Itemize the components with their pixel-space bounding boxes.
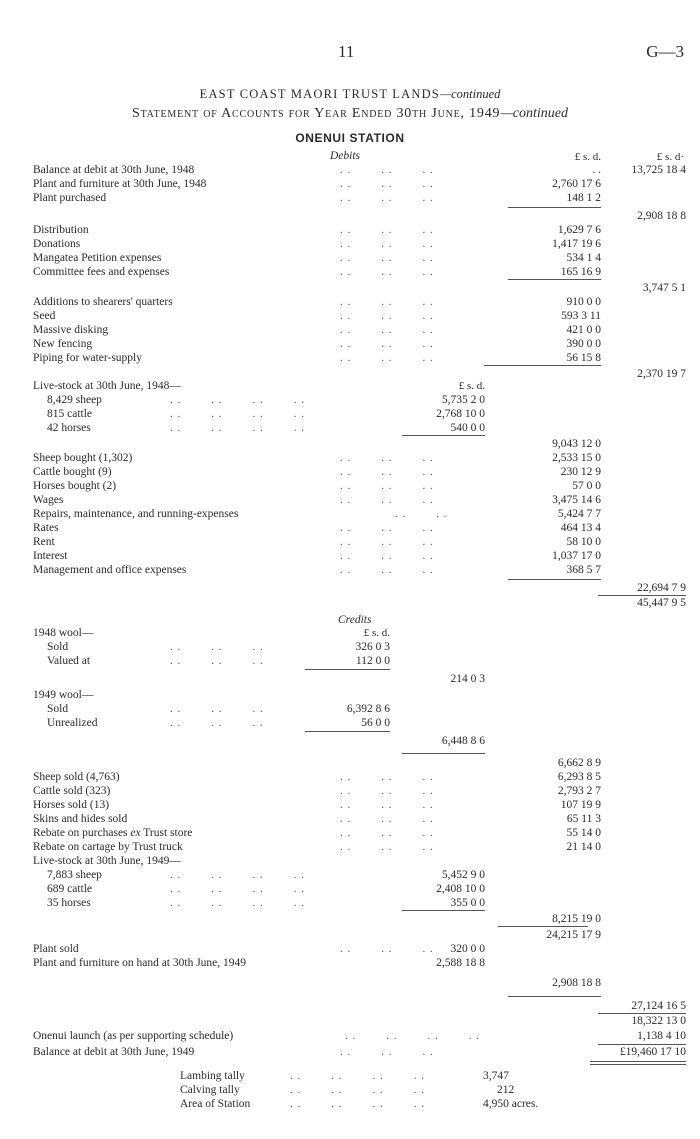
row-label: Horses sold (13) — [33, 799, 110, 811]
leader-dots: . . . . . . — [340, 238, 434, 250]
wool-column-heading: £ s. d. — [363, 627, 390, 639]
row-amount-col0: 2,408 10 0 — [436, 883, 485, 895]
row-amount-col1: 6,662 8 9 — [557, 757, 601, 769]
row-amount-col2: 2,908 18 8 — [637, 210, 686, 222]
calving-tally-label: Calving tally — [180, 1084, 240, 1096]
leader-dots: . . . . . . — [340, 480, 434, 492]
rule — [484, 365, 601, 366]
row-amount-col0: 214 0 3 — [450, 673, 485, 685]
area-label: Area of Station — [180, 1098, 251, 1110]
row-amount-cola: 326 0 3 — [355, 641, 390, 653]
leader-dots: . . . . . . — [340, 310, 434, 322]
leader-dots: . . . . . . — [340, 841, 434, 853]
leader-dots: . . . . . . — [340, 296, 434, 308]
station-title: ONENUI STATION — [295, 131, 405, 145]
leader-dots: . . . . . . — [340, 536, 434, 548]
row-amount-col1: 2,760 17 6 — [552, 178, 601, 190]
row-label: Sheep sold (4,763) — [33, 771, 120, 783]
leader-dots: . . . . . . — [340, 771, 434, 783]
leader-dots: . . . . . . — [340, 452, 434, 464]
row-amount-col1: 9,043 12 0 — [552, 438, 601, 450]
row-label: Distribution — [33, 224, 89, 236]
leader-dots: . . . . . . . . — [170, 869, 305, 881]
row-label: Donations — [33, 238, 81, 250]
row-label: Live-stock at 30th June, 1949— — [33, 855, 181, 867]
row-label: Cattle bought (9) — [33, 466, 112, 478]
row-amount-col1: 58 10 0 — [566, 536, 601, 548]
row-label: Unrealized — [47, 717, 98, 729]
row-amount-col1: 107 19 9 — [560, 799, 601, 811]
row-label: 689 cattle — [47, 883, 93, 895]
row-label: Live-stock at 30th June, 1948— — [33, 380, 181, 392]
row-label: New fencing — [33, 338, 93, 350]
row-label: Skins and hides sold — [33, 813, 128, 825]
row-amount-col1: 8,215 19 0 — [552, 913, 601, 925]
row-amount-col2: 18,322 13 0 — [631, 1015, 686, 1027]
leader-dots: . . . . . . — [340, 550, 434, 562]
row-amount-col1: 6,293 8 5 — [557, 771, 601, 783]
row-amount-col1: 21 14 0 — [566, 841, 601, 853]
page-number: 11 — [338, 42, 355, 61]
row-label: Horses bought (2) — [33, 480, 117, 492]
lambing-tally-label: Lambing tally — [180, 1070, 245, 1082]
row-label: 35 horses — [47, 897, 91, 909]
row-amount-col1: 148 1 2 — [566, 192, 601, 204]
row-label: Onenui launch (as per supporting schedule) — [33, 1030, 234, 1042]
leader-dots: . . . . . . . . — [290, 1084, 425, 1096]
row-label: Plant and furniture at 30th June, 1948 — [33, 178, 207, 190]
row-label: Repairs, maintenance, and running-expenses — [33, 508, 239, 520]
row-amount-col1: 1,417 19 6 — [552, 238, 601, 250]
row-amount-col0: 540 0 0 — [450, 422, 485, 434]
row-label: Balance at debit at 30th June, 1949 — [33, 1046, 195, 1058]
leader-dots: . . . . . . . . — [170, 422, 305, 434]
rule — [598, 1013, 686, 1014]
leader-dots: . . . . . . — [340, 1046, 434, 1058]
rule-double — [590, 1064, 686, 1065]
row-label: Balance at debit at 30th June, 1948 — [33, 164, 195, 176]
debits-heading: Debits — [330, 150, 361, 162]
leader-dots: . . . . . . — [340, 466, 434, 478]
leader-dots: . . . . . . — [170, 641, 264, 653]
row-amount-col1: 165 16 9 — [560, 266, 601, 278]
leader-dots: . . . . . . — [340, 785, 434, 797]
livestock-column-heading: £ s. d. — [458, 380, 485, 392]
row-amount-col2: £19,460 17 10 — [619, 1046, 686, 1058]
leader-dots: . . . . . . — [170, 703, 264, 715]
row-label: Massive disking — [33, 324, 109, 336]
row-label: Plant and furniture on hand at 30th June, 1949 — [33, 957, 247, 969]
rule — [402, 435, 485, 436]
row-amount-col1: 55 14 0 — [566, 827, 601, 839]
row-amount-col1: 65 11 3 — [566, 813, 601, 825]
row-label: 815 cattle — [47, 408, 93, 420]
statement-title: Statement of Accounts for Year Ended 30th June, 1949—continued — [131, 106, 568, 121]
rule — [498, 926, 588, 927]
row-amount-col1: 57 0 0 — [572, 480, 601, 492]
row-amount-cola: 56 0 0 — [361, 717, 390, 729]
row-label: Rebate on cartage by Trust truck — [33, 841, 183, 853]
row-amount-col0: 2,768 10 0 — [436, 408, 485, 420]
row-amount-col1: 368 5 7 — [566, 564, 601, 576]
row-label: 42 horses — [47, 422, 91, 434]
row-label: Rates — [33, 522, 59, 534]
area-value: 4,950 acres. — [483, 1098, 539, 1110]
row-label: Valued at — [47, 655, 91, 667]
row-label: Additions to shearers' quarters — [33, 296, 173, 308]
calving-tally-value: 212 — [497, 1084, 515, 1096]
row-amount-col0: 355 0 0 — [450, 897, 485, 909]
rule — [402, 753, 485, 754]
row-label: Committee fees and expenses — [33, 266, 170, 278]
row-label: 8,429 sheep — [47, 394, 102, 406]
leader-dots: . . . . . . . . — [345, 1030, 480, 1042]
row-amount-col1: 2,793 2 7 — [557, 785, 601, 797]
leader-dots: . . . . — [395, 508, 448, 520]
row-amount-col1: . . — [592, 164, 601, 176]
row-label: Plant sold — [33, 943, 79, 955]
row-amount-col2: 45,447 9 5 — [637, 597, 686, 609]
leader-dots: . . . . . . — [340, 192, 434, 204]
row-amount-col1: 910 0 0 — [566, 296, 601, 308]
leader-dots: . . . . . . — [340, 266, 434, 278]
row-amount-col2: 2,370 19 7 — [637, 368, 686, 380]
row-label: Management and office expenses — [33, 564, 187, 576]
row-label: Sold — [47, 703, 69, 715]
leader-dots: . . . . . . . . — [170, 394, 305, 406]
row-amount-col0: 5,452 9 0 — [441, 869, 485, 881]
row-amount-col2: 22,694 7 9 — [637, 582, 686, 594]
rule — [305, 669, 390, 670]
row-label: Sheep bought (1,302) — [33, 452, 133, 464]
rule-double — [590, 1061, 686, 1062]
credits-heading: Credits — [338, 614, 372, 626]
row-label: Wages — [33, 494, 64, 506]
leader-dots: . . . . . . — [340, 564, 434, 576]
row-label: Interest — [33, 550, 68, 562]
row-amount-col1: 2,908 18 8 — [552, 977, 601, 989]
row-label: 7,883 sheep — [47, 869, 102, 881]
leader-dots: . . . . . . — [340, 224, 434, 236]
row-amount-col1: 534 1 4 — [566, 252, 601, 264]
row-label: Seed — [33, 310, 56, 322]
leader-dots: . . . . . . — [340, 799, 434, 811]
leader-dots: . . . . . . . . — [170, 883, 305, 895]
row-amount-col1: 56 15 8 — [566, 352, 601, 364]
leader-dots: . . . . . . — [340, 494, 434, 506]
leader-dots: . . . . . . — [170, 717, 264, 729]
row-amount-col1: 1,629 7 6 — [557, 224, 601, 236]
row-amount-col0: 6,448 8 6 — [441, 735, 485, 747]
row-amount-col1: 464 13 4 — [560, 522, 601, 534]
row-label: Cattle sold (323) — [33, 785, 111, 797]
row-amount-cola: 6,392 8 6 — [346, 703, 390, 715]
row-amount-col2: 27,124 16 5 — [631, 1000, 686, 1012]
row-label: Sold — [47, 641, 69, 653]
row-amount-col1: 1,037 17 0 — [552, 550, 601, 562]
row-amount-col2: 3,747 5 1 — [642, 282, 686, 294]
row-amount-col1: 2,533 15 0 — [552, 452, 601, 464]
leader-dots: . . . . . . . . — [170, 408, 305, 420]
leader-dots: . . . . . . — [340, 252, 434, 264]
row-amount-col1: 390 0 0 — [566, 338, 601, 350]
row-label: Mangatea Petition expenses — [33, 252, 162, 264]
row-amount-col1: 230 12 9 — [560, 466, 601, 478]
leader-dots: . . . . . . — [340, 943, 434, 955]
row-amount-col1: 24,215 17 9 — [546, 929, 601, 941]
row-amount-col0: 2,588 18 8 — [436, 957, 485, 969]
leader-dots: . . . . . . — [340, 813, 434, 825]
row-amount-col1: 5,424 7 7 — [557, 508, 601, 520]
row-label: Plant purchased — [33, 192, 107, 204]
row-amount-col0: 5,735 2 0 — [441, 394, 485, 406]
row-label: 1948 wool— — [33, 627, 94, 639]
rule — [508, 996, 601, 997]
row-amount-cola: 112 0 0 — [355, 655, 390, 667]
leader-dots: . . . . . . — [340, 164, 434, 176]
row-label: Rebate on purchases ex Trust store — [33, 827, 193, 839]
leader-dots: . . . . . . — [340, 827, 434, 839]
leader-dots: . . . . . . . . — [290, 1070, 425, 1082]
row-amount-col2: 13,725 18 4 — [631, 164, 686, 176]
column1-heading: £ s. d. — [574, 151, 601, 163]
leader-dots: . . . . . . — [340, 352, 434, 364]
row-amount-col1: 421 0 0 — [566, 324, 601, 336]
row-label: 1949 wool— — [33, 689, 94, 701]
leader-dots: . . . . . . — [340, 178, 434, 190]
leader-dots: . . . . . . . . — [290, 1098, 425, 1110]
row-amount-col2: 1,138 4 10 — [637, 1030, 686, 1042]
page-reference: G—3 — [646, 42, 684, 61]
leader-dots: . . . . . . — [170, 655, 264, 667]
row-amount-col1: 593 3 11 — [561, 310, 601, 322]
rule — [402, 910, 485, 911]
document-title: EAST COAST MAORI TRUST LANDS—continued — [199, 87, 501, 101]
rule — [508, 279, 601, 280]
row-amount-col1: 3,475 14 6 — [552, 494, 601, 506]
leader-dots: . . . . . . . . — [170, 897, 305, 909]
row-label: Rent — [33, 536, 55, 548]
lambing-tally-value: 3,747 — [483, 1070, 509, 1082]
leader-dots: . . . . . . — [340, 338, 434, 350]
row-label: Piping for water-supply — [33, 352, 143, 364]
rule — [508, 579, 601, 580]
rule — [508, 207, 601, 208]
row-amount-col0: 320 0 0 — [450, 943, 485, 955]
leader-dots: . . . . . . — [340, 324, 434, 336]
leader-dots: . . . . . . — [340, 522, 434, 534]
rule — [598, 1044, 686, 1045]
column2-heading: £ s. d· — [656, 151, 684, 163]
rule — [305, 731, 390, 732]
rule — [598, 595, 686, 596]
